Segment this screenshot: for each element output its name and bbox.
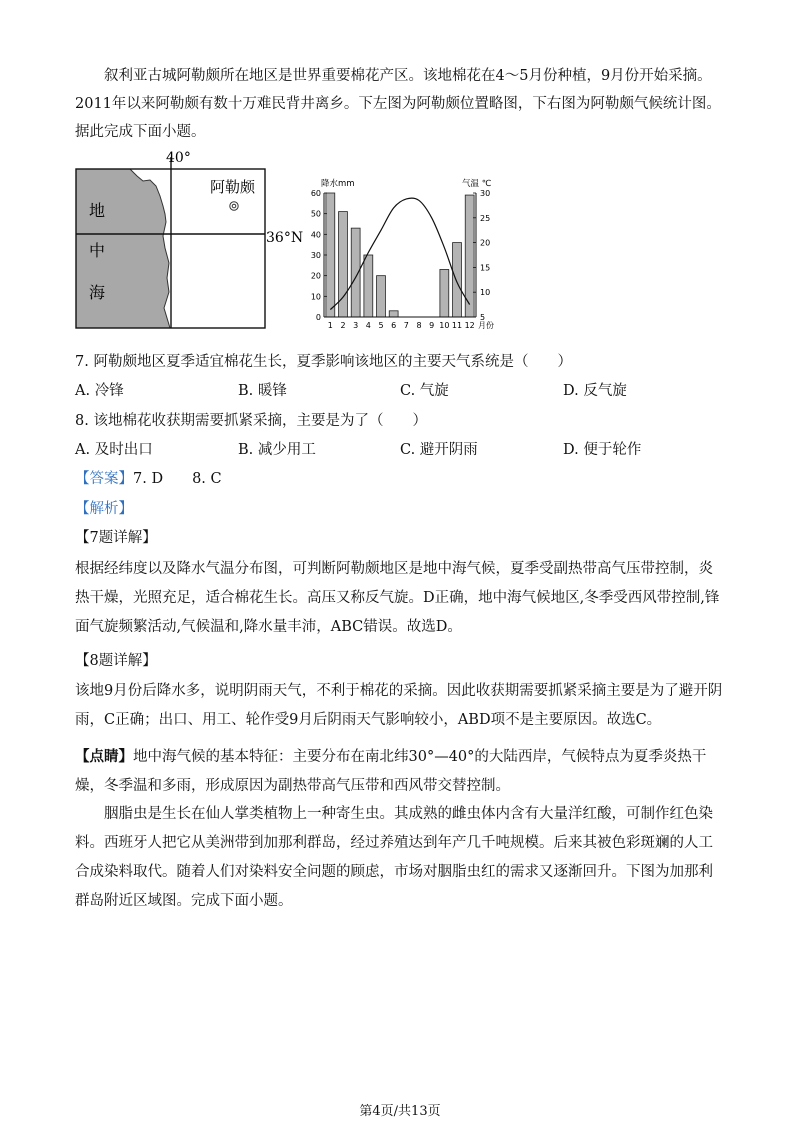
month-label-3: 3 xyxy=(353,321,359,330)
month-label-7: 7 xyxy=(403,321,409,330)
month-label-10: 10 xyxy=(439,321,450,330)
left-axis-title: 降水mm xyxy=(321,179,355,189)
month-label-4: 4 xyxy=(365,321,371,330)
q8-option-a: A. 及时出口 xyxy=(75,442,153,458)
right-tick-label-15: 15 xyxy=(480,263,491,273)
q7-detail-title: 【7题详解】 xyxy=(75,530,157,546)
question-7-stem: 7. 阿勒颇地区夏季适宜棉花生长，夏季影响该地区的主要天气系统是（ ） xyxy=(75,354,572,370)
right-tick-label-10: 10 xyxy=(480,288,491,298)
answer-line xyxy=(75,468,222,490)
q8-option-c: C. 避开阴雨 xyxy=(400,442,478,458)
climate-chart xyxy=(300,170,520,338)
left-tick-label-30: 30 xyxy=(310,251,321,260)
intro-paragraph-2: 胭脂虫是生长在仙人掌类植物上一种寄生虫。其成熟的雌虫体内含有大量洋红酸，可制作红色染料。西班牙人把它从美洲带到加那利群岛，经过养殖达到年产几千吨规模。后来其被色彩斑斓的人工合成染料取代。随着人们对染料安全问题的顾虑，市场对胭脂虫红的需求又逐渐回升。下图为加那利群岛附近区域图。完成下面小题。 xyxy=(75,806,713,909)
tip-text: 地中海气候的基本特征：主要分布在南北纬30°—40°的大陆西岸，气候特点为夏季炎热干燥，冬季温和多雨，形成原因为副热带高气压带和西风带交替控制。 xyxy=(75,749,707,794)
precip-bar-4 xyxy=(364,255,373,317)
precip-bar-5 xyxy=(377,276,386,317)
left-tick-label-0: 0 xyxy=(315,313,321,322)
right-tick-label-20: 20 xyxy=(480,238,491,248)
sea-label-char-2: 中 xyxy=(89,241,106,260)
right-tick-label-25: 25 xyxy=(480,213,491,223)
tip-paragraph xyxy=(75,742,725,801)
precip-bar-6 xyxy=(389,311,398,317)
x-unit-label: 月份 xyxy=(478,321,494,330)
month-label-2: 2 xyxy=(340,321,346,330)
page-footer: 第4页/共13页 xyxy=(359,1104,441,1119)
location-map xyxy=(70,148,310,333)
sea-label-char-1: 地 xyxy=(89,201,106,220)
precip-bar-11 xyxy=(453,243,462,317)
latitude-label: 36°N xyxy=(266,230,304,246)
month-label-12: 12 xyxy=(464,321,475,330)
q8-option-b: B. 减少用工 xyxy=(238,442,316,458)
month-label-9: 9 xyxy=(429,321,435,330)
q8-detail-text: 该地9月份后降水多，说明阴雨天气，不利于棉花的采摘。因此收获期需要抓紧采摘主要是为了避开阴雨，C正确；出口、用工、轮作受9月后阴雨天气影响较小，ABD项不是主要原因。故选C。 xyxy=(75,683,723,728)
right-tick-label-5: 5 xyxy=(480,313,486,322)
q7-option-c: C. 气旋 xyxy=(400,383,449,399)
right-axis-title: 气温 ℃ xyxy=(462,179,492,189)
tip-label: 【点睛】 xyxy=(75,748,133,765)
month-label-11: 11 xyxy=(451,321,463,330)
month-label-1: 1 xyxy=(327,321,333,330)
answer-text: 7. D 8. C xyxy=(133,471,222,487)
q7-option-b: B. 暖锋 xyxy=(238,383,287,399)
sea-label-char-3: 海 xyxy=(89,283,106,302)
q7-option-a: A. 冷锋 xyxy=(75,383,124,399)
q7-detail-text: 根据经纬度以及降水气温分布图，可判断阿勒颇地区是地中海气候，夏季受副热带高气压带控制，炎热干燥，光照充足，适合棉花生长。高压又称反气旋。D正确，地中海气候地区,冬季受西风带控制,锋面气旋频繁活动,气候温和,降水量丰沛，ABC错误。故选D。 xyxy=(75,561,720,635)
month-label-8: 8 xyxy=(416,321,422,330)
q8-detail-title: 【8题详解】 xyxy=(75,653,157,669)
month-label-5: 5 xyxy=(378,321,384,330)
right-tick-label-30: 30 xyxy=(480,189,491,198)
left-tick-label-10: 10 xyxy=(310,292,321,302)
city-marker-icon xyxy=(230,202,238,210)
city-label: 阿勒颇 xyxy=(210,178,256,196)
left-tick-label-40: 40 xyxy=(310,230,321,240)
precip-bar-1 xyxy=(326,193,335,317)
q7-option-d: D. 反气旋 xyxy=(563,383,627,399)
left-tick-label-50: 50 xyxy=(310,209,321,219)
left-tick-label-60: 60 xyxy=(310,189,321,198)
left-tick-label-20: 20 xyxy=(310,271,321,281)
q8-option-d: D. 便于轮作 xyxy=(563,442,642,458)
longitude-label: 40° xyxy=(166,150,191,166)
intro-paragraph-1: 叙利亚古城阿勒颇所在地区是世界重要棉花产区。该地棉花在4～5月份种植，9月份开始采摘。2011年以来阿勒颇有数十万难民背井离乡。下左图为阿勒颇位置略图，下右图为阿勒颇气候统计图。据此完成下面小题。 xyxy=(75,68,721,140)
analysis-label: 【解析】 xyxy=(75,501,133,517)
month-label-6: 6 xyxy=(391,321,397,330)
question-8-stem: 8. 该地棉花收获期需要抓紧采摘，主要是为了（ ） xyxy=(75,413,427,429)
answer-label: 【答案】 xyxy=(75,471,133,487)
precip-bar-10 xyxy=(440,269,449,317)
